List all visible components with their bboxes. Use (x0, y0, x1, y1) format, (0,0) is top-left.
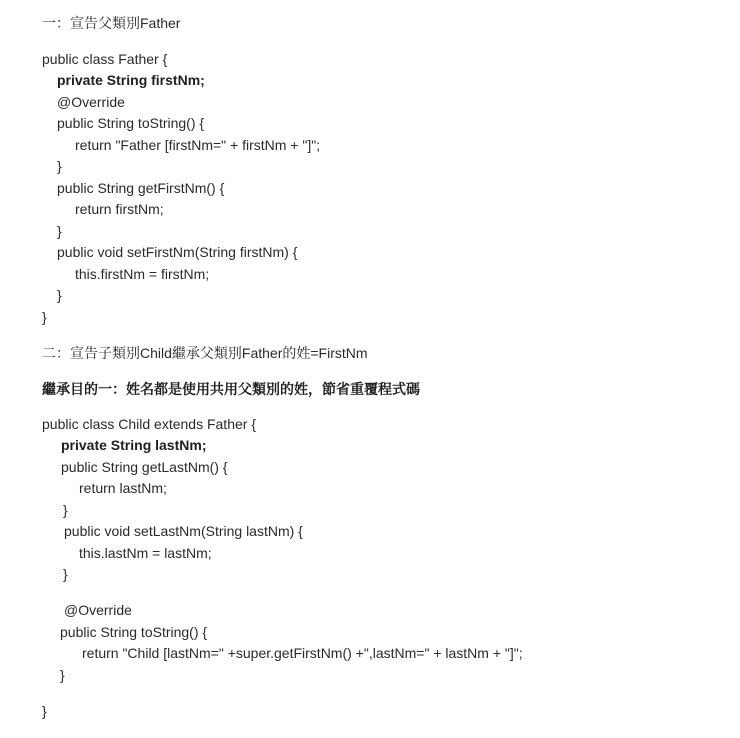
code-line: } (57, 287, 62, 303)
code-line: } (60, 667, 65, 683)
code-line: } (42, 309, 47, 325)
code-line: return "Father [firstNm=" + firstNm + "]"; (75, 137, 321, 153)
code-line: private String lastNm; (61, 437, 207, 453)
code-line: return "Child [lastNm=" +super.getFirstNm() +",lastNm=" + lastNm + "]"; (82, 645, 523, 661)
code-line: private String firstNm; (57, 72, 205, 88)
code-line: } (57, 223, 62, 239)
code-line: public void setLastNm(String lastNm) { (64, 523, 303, 539)
code-line: } (57, 158, 62, 174)
code-line: return lastNm; (79, 480, 167, 496)
code-line: this.lastNm = lastNm; (79, 545, 212, 561)
code-line: public String getLastNm() { (61, 459, 228, 475)
code-line: public class Child extends Father { (42, 416, 256, 432)
code-line: } (42, 703, 47, 719)
section2-heading: 二：宣告子類別Child繼承父類別Father的姓=FirstNm (42, 345, 368, 361)
code-line: @Override (64, 602, 132, 618)
code-line: @Override (57, 94, 125, 110)
code-line: } (63, 502, 68, 518)
code-line: return firstNm; (75, 201, 164, 217)
code-line: public String toString() { (60, 624, 208, 640)
code-line: public void setFirstNm(String firstNm) { (57, 244, 298, 260)
code-line: } (63, 566, 68, 582)
code-line: public String getFirstNm() { (57, 180, 225, 196)
code-line: public String toString() { (57, 115, 205, 131)
section1-heading: 一：宣告父類別Father (42, 15, 181, 31)
section2-purpose: 繼承目的一：姓名都是使用共用父類別的姓，節省重覆程式碼 (42, 381, 420, 397)
code-line: this.firstNm = firstNm; (75, 266, 210, 282)
code-line: public class Father { (42, 51, 168, 67)
